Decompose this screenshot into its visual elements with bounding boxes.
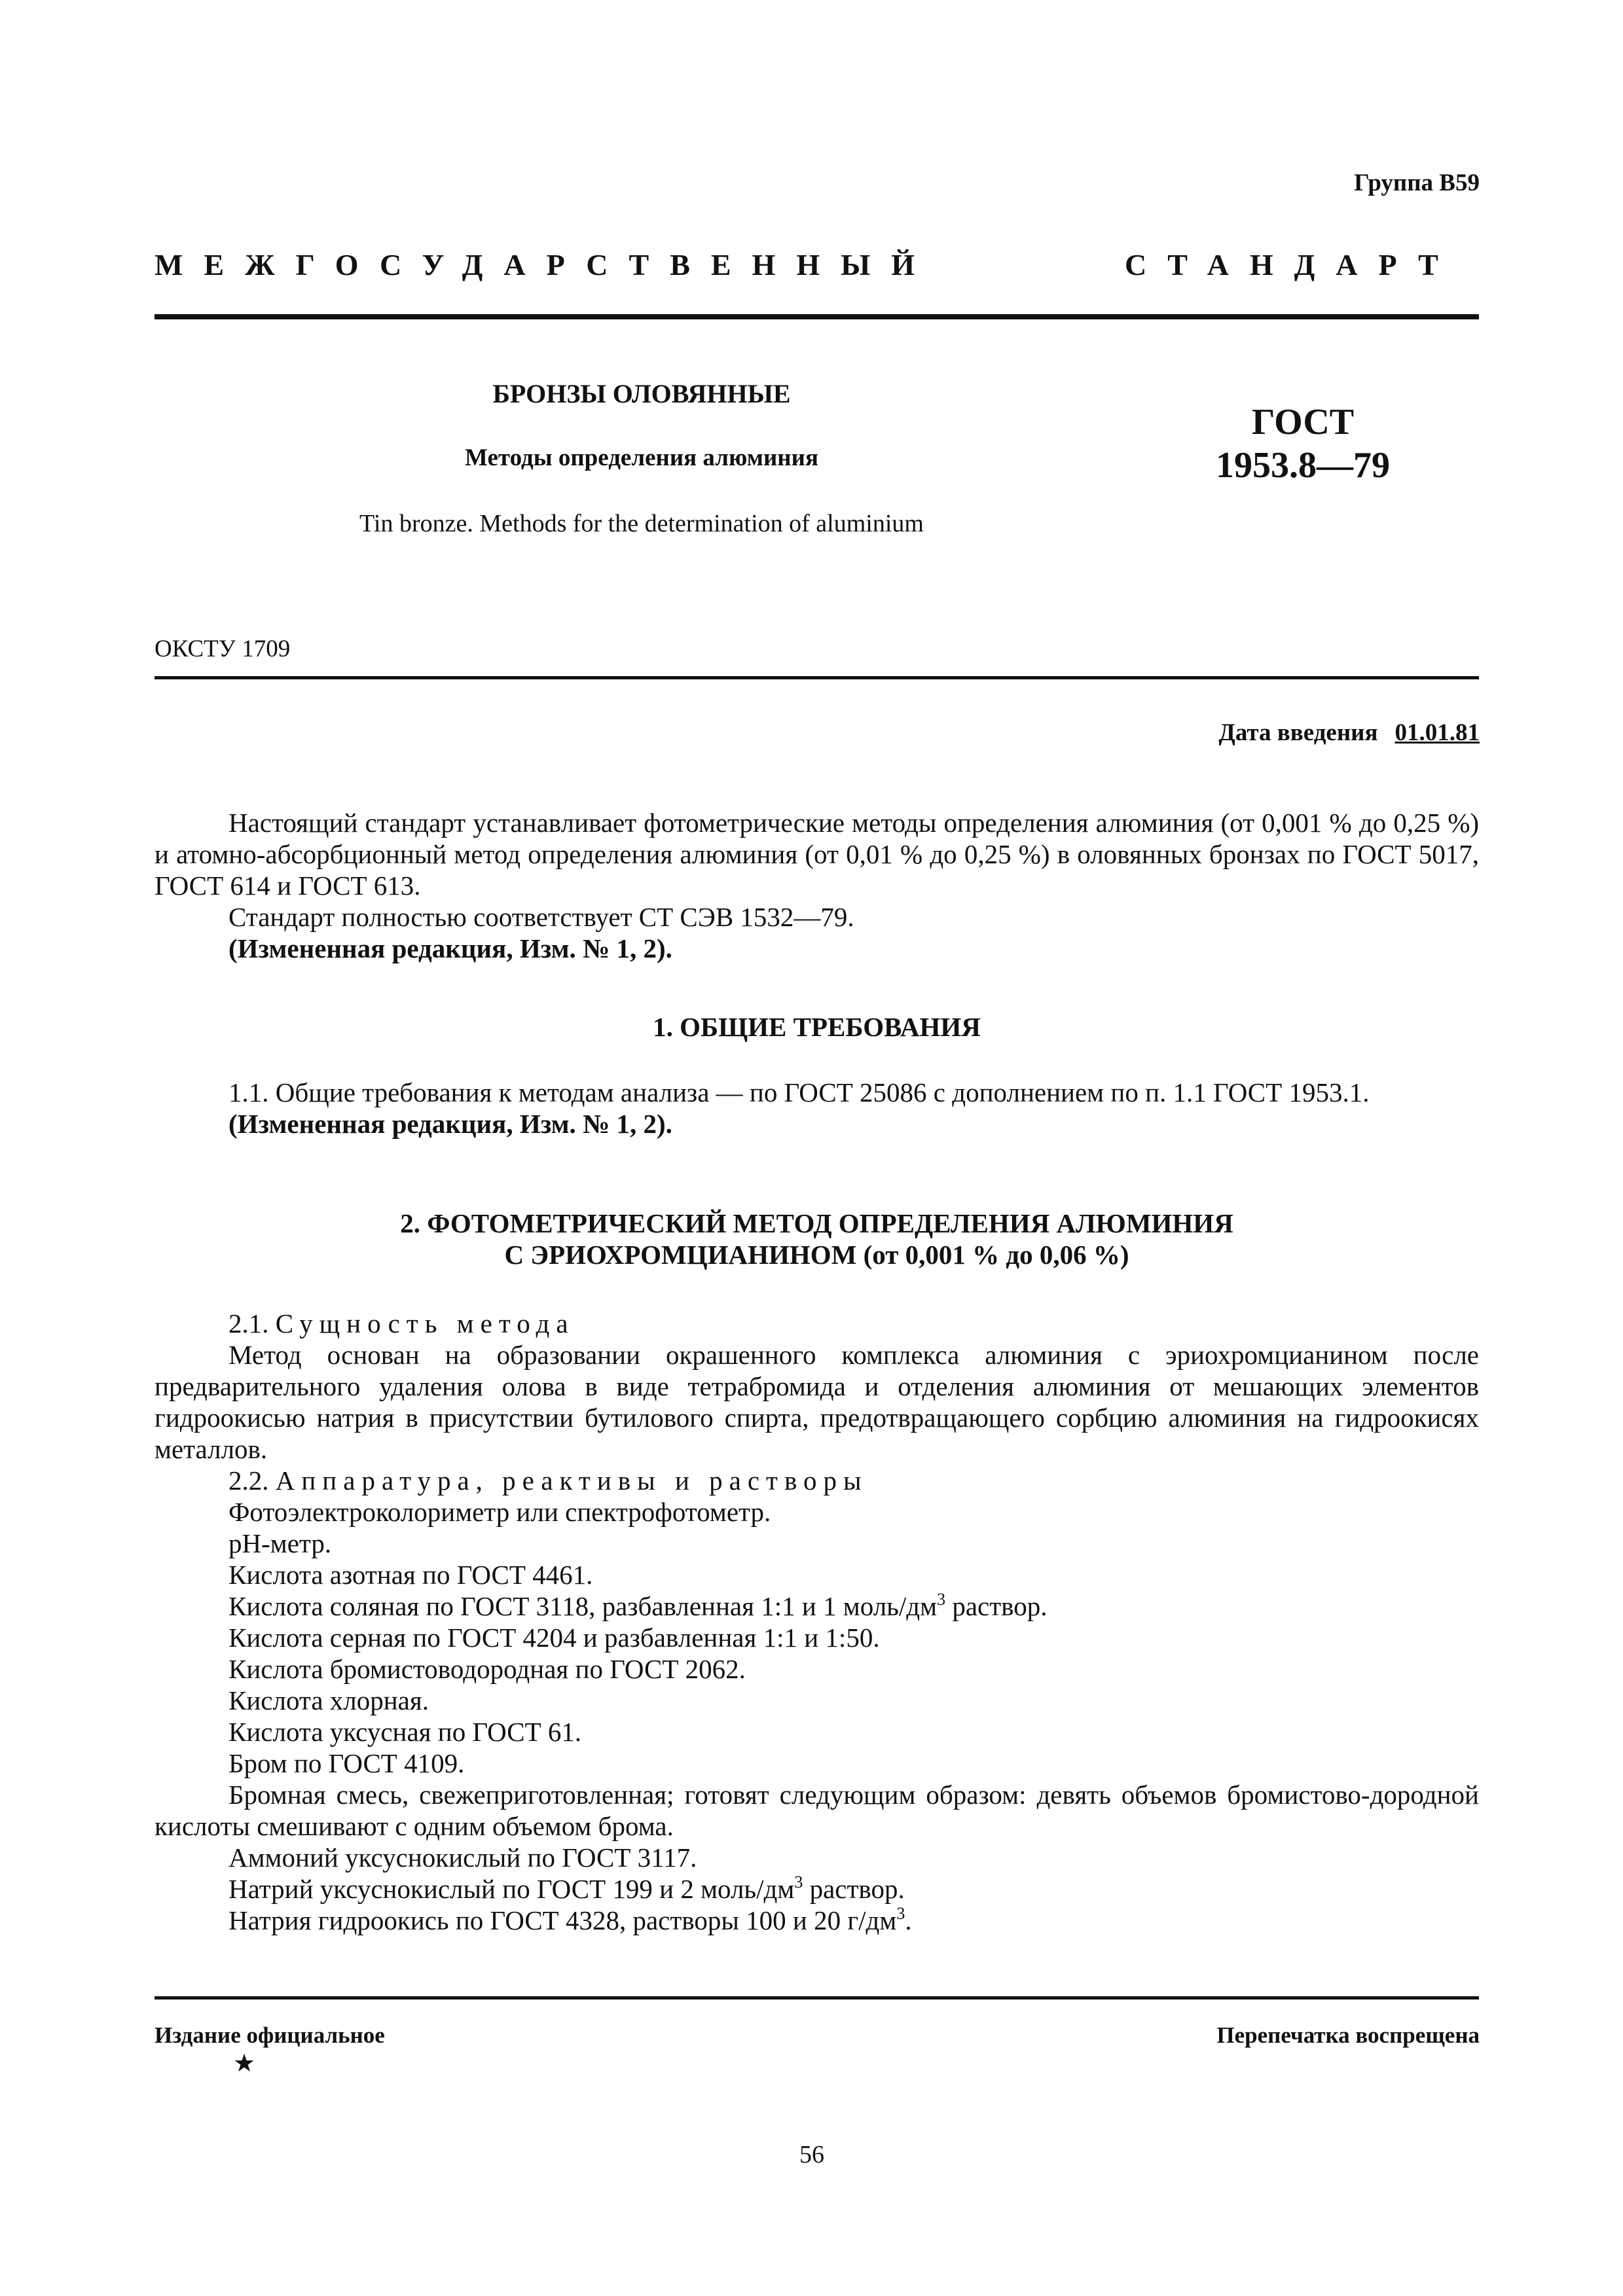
list-item: Кислота хлорная. <box>228 1685 429 1715</box>
superscript: 3 <box>794 1873 803 1892</box>
list-item-text: Кислота соляная по ГОСТ 3118, разбавленная 1:1 и 1 моль/дм <box>228 1591 938 1621</box>
list-item-text: раствор. <box>945 1591 1048 1621</box>
list-item-text: . <box>905 1905 912 1935</box>
introduction-date <box>982 719 1480 747</box>
list-item <box>228 1873 905 1905</box>
list-item: Фотоэлектроколориметр или спектрофотометр. <box>228 1497 771 1527</box>
section-2-1-block <box>155 1308 1479 1496</box>
star-icon: ★ <box>233 2050 256 2077</box>
page-number: 56 <box>799 2141 824 2168</box>
okstu-divider <box>155 676 1479 679</box>
list-item-text: раствор. <box>803 1874 905 1904</box>
header-divider <box>155 314 1479 319</box>
list-item <box>228 1905 912 1936</box>
standard-type-left: МЕЖГОСУДАРСТВЕННЫЙ <box>155 248 936 281</box>
list-item: Бром по ГОСТ 4109. <box>228 1748 465 1778</box>
list-item: Кислота уксусная по ГОСТ 61. <box>228 1717 582 1747</box>
document-title: БРОНЗЫ ОЛОВЯННЫЕ <box>492 379 791 408</box>
subsection-2-1-number: 2.1. <box>228 1308 269 1338</box>
section-1-revision: (Измененная редакция, Изм. № 1, 2). <box>228 1109 672 1139</box>
gost-label: ГОСТ <box>1251 402 1355 442</box>
section-1-block <box>155 1077 1479 1139</box>
group-code: Группа В59 <box>1354 170 1480 196</box>
subsection-2-1-heading <box>155 1308 1479 1339</box>
list-item-text: Натрия гидроокись по ГОСТ 4328, растворы 100 и 20 г/дм <box>228 1905 897 1935</box>
subsection-2-1-title: Сущность метода <box>275 1308 575 1338</box>
intro-block <box>155 807 1479 964</box>
revision-note: (Измененная редакция, Изм. № 1, 2). <box>228 933 672 963</box>
superscript: 3 <box>896 1904 905 1923</box>
list-item <box>228 1590 1047 1622</box>
compliance-note: Стандарт полностью соответствует СТ СЭВ 1532—79. <box>228 902 854 932</box>
reprint-note: Перепечатка воспрещена <box>1216 2022 1480 2048</box>
subsection-2-2-heading <box>155 1465 1479 1496</box>
section-1-text: 1.1. Общие требования к методам анализа — по ГОСТ 25086 с дополнением по п. 1.1 ГОСТ 1953.1. <box>228 1077 1370 1107</box>
okstu-code: ОКСТУ 1709 <box>155 636 291 662</box>
list-item: pH-метр. <box>228 1528 332 1558</box>
section-1-title: 1. ОБЩИЕ ТРЕБОВАНИЯ <box>653 1012 981 1042</box>
section-2-title <box>155 1208 1479 1270</box>
list-item: Кислота серная по ГОСТ 4204 и разбавленная 1:1 и 1:50. <box>228 1623 880 1653</box>
edition-note: Издание официальное <box>155 2022 385 2048</box>
gost-designation <box>1178 401 1427 487</box>
superscript: 3 <box>937 1590 946 1609</box>
date-label: Дата введения <box>1218 719 1378 746</box>
subsection-2-1-text: Метод основан на образовании окрашенного комплекса алюминия с эриохромцианином после предварительного удаления олова в виде тетрабромида и отделения алюминия от мешающих элементов гидроокисью натрия в присутствии бутилового спирта, предотвращающего сорбцию алюминия на гидроокисях металлов. <box>155 1340 1479 1464</box>
section-2-title-line-2: С ЭРИОХРОМЦИАНИНОМ (от 0,001 % до 0,06 %) <box>504 1240 1129 1270</box>
standard-type-right: СТАНДАРТ <box>1125 248 1459 281</box>
footer-divider <box>155 1996 1479 2000</box>
list-item: Бромная смесь, свежеприготовленная; готовят следующим образом: девять объемов бромистово-дородной кислоты смешивают с одним объемом брома. <box>155 1780 1479 1841</box>
english-title: Tin bronze. Methods for the determination of aluminium <box>359 510 924 537</box>
list-item: Аммоний уксуснокислый по ГОСТ 3117. <box>228 1842 697 1873</box>
document-subtitle: Методы определения алюминия <box>465 444 818 471</box>
list-item: Кислота азотная по ГОСТ 4461. <box>228 1560 593 1590</box>
date-value: 01.01.81 <box>1395 719 1480 746</box>
subsection-2-2-title: Аппаратура, реактивы и растворы <box>275 1465 868 1496</box>
list-item-text: Натрий уксуснокислый по ГОСТ 199 и 2 моль/дм <box>228 1874 795 1904</box>
intro-paragraph: Настоящий стандарт устанавливает фотометрические методы определения алюминия (от 0,001 % до 0,25 %) и атомно-абсорбционный метод определения алюминия (от 0,01 % до 0,25 %) в оловянных бронзах по ГОСТ 5017, ГОСТ 614 и ГОСТ 613. <box>155 808 1479 901</box>
list-item: Кислота бромистоводородная по ГОСТ 2062. <box>228 1654 746 1684</box>
gost-number: 1953.8—79 <box>1216 445 1390 486</box>
subsection-2-2-number: 2.2. <box>228 1465 269 1496</box>
section-2-title-line-1: 2. ФОТОМЕТРИЧЕСКИЙ МЕТОД ОПРЕДЕЛЕНИЯ АЛЮМИНИЯ <box>400 1208 1233 1238</box>
